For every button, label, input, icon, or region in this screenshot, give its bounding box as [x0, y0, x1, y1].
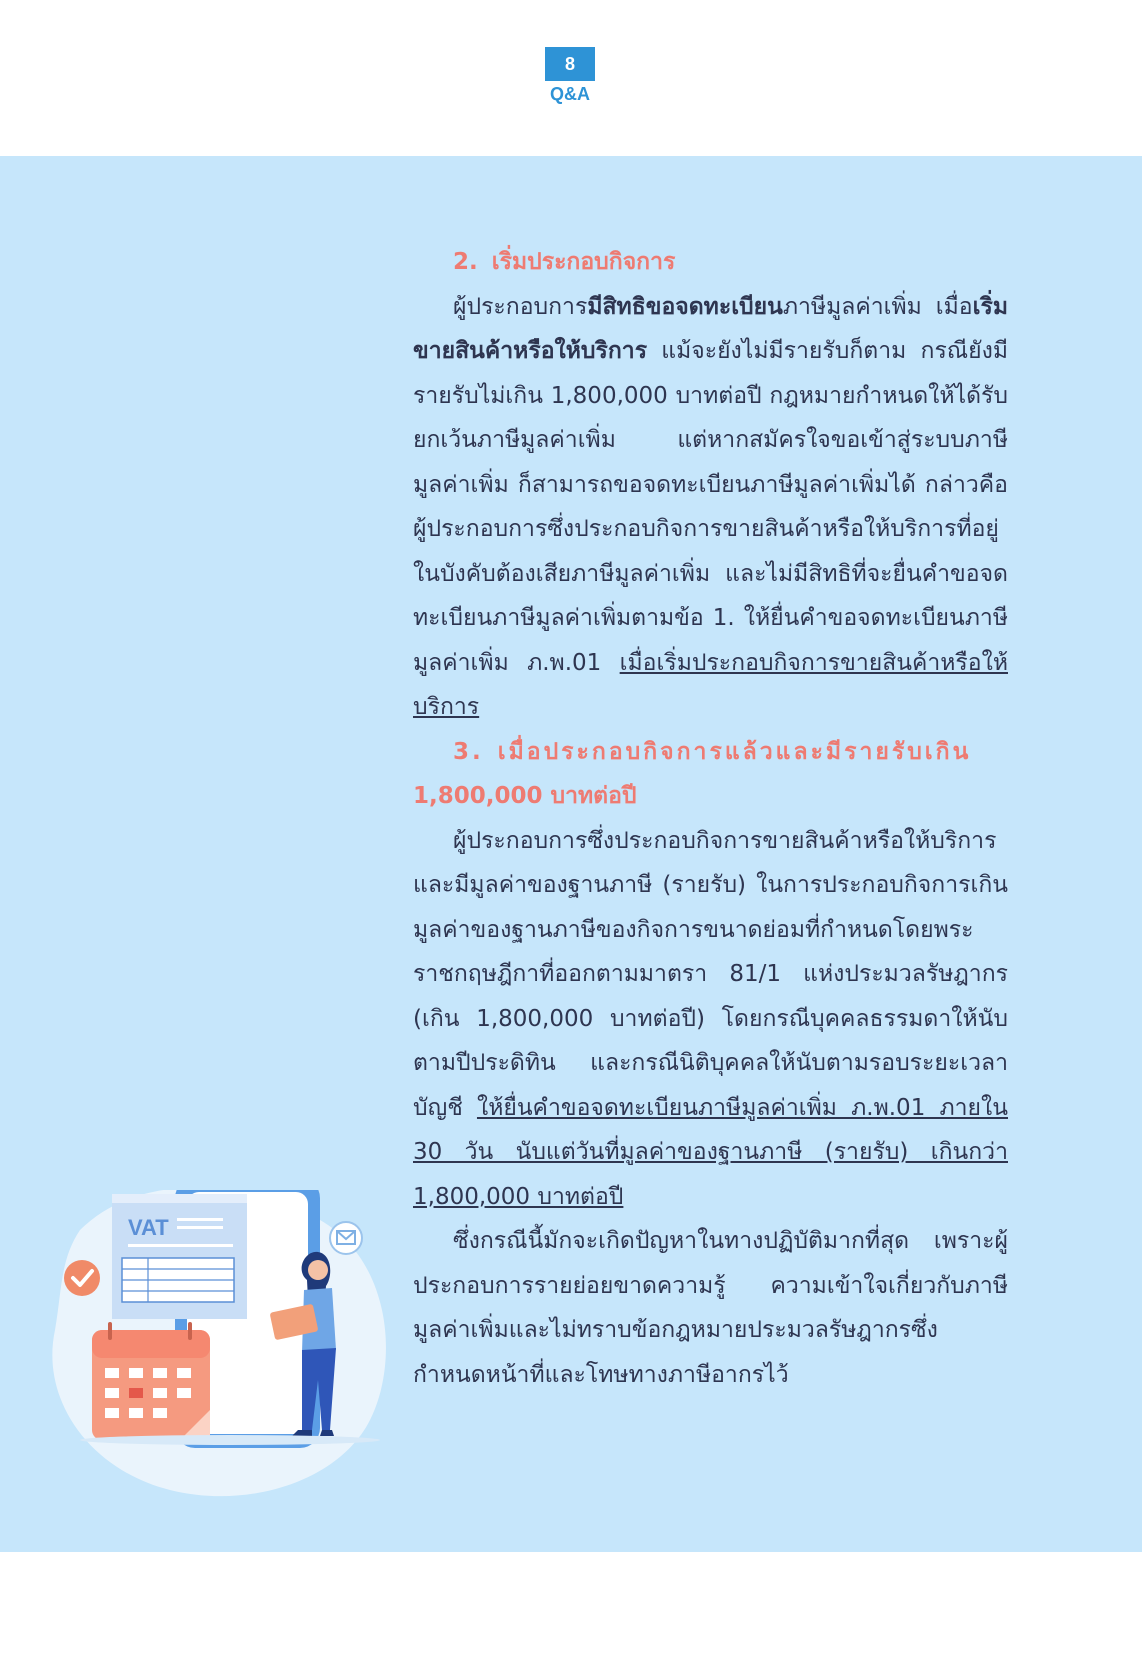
- section-2-heading: [413, 240, 1008, 285]
- section-3-heading: [413, 730, 1008, 819]
- text-run: แม้จะยังไม่มีรายรับก็ตาม กรณียังมีรายรับไม่เกิน 1,800,000 บาทต่อปี กฎหมายกำหนดให้ได้รับยกเว้นภาษีมูลค่าเพิ่ม แต่หากสมัครใจขอเข้าสู่ระบบภาษีมูลค่าเพิ่ม ก็สามารถขอจดทะเบียนภาษีมูลค่าเพิ่มได้ กล่าวคือ ผู้ประกอบการซึ่งประกอบกิจการขายสินค้าหรือให้บริการที่อยู่ในบังคับต้องเสียภาษีมูลค่าเพิ่ม และไม่มีสิทธิที่จะยื่นคำขอจดทะเบียนภาษีมูลค่าเพิ่มตามข้อ 1. ให้ยื่นคำขอจดทะเบียนภาษีมูลค่าเพิ่ม ภ.พ.01: [413, 338, 1008, 676]
- article-body: [413, 240, 1008, 1397]
- section-3-title-amount: 1,800,000 บาทต่อปี: [413, 783, 637, 809]
- section-2-title: เริ่มประกอบกิจการ: [491, 249, 676, 275]
- vat-illustration: [50, 1190, 400, 1520]
- bold-run: มีสิทธิขอจดทะเบียน: [587, 293, 783, 320]
- text-run: ผู้ประกอบการ: [453, 293, 588, 320]
- page-number-badge: [545, 47, 595, 81]
- section-3-number: 3.: [453, 738, 484, 765]
- section-label: Q&A: [550, 84, 590, 104]
- page-number: 8: [564, 53, 575, 74]
- vat-text: VAT: [128, 1215, 169, 1240]
- text-run: ผู้ประกอบการซึ่งประกอบกิจการขายสินค้าหรือให้บริการและมีมูลค่าของฐานภาษี (รายรับ) ในการประกอบกิจการเกินมูลค่าของฐานภาษีของกิจการขนาดย่อมที่กำหนดโดยพระราชกฤษฎีกาที่ออกตามมาตรา 81/1 แห่งประมวลรัษฎากร (เกิน 1,800,000 บาทต่อปี) โดยกรณีบุคคลธรรมดาให้นับตามปีประดิทิน และกรณีนิติบุคคลให้นับตามรอบระยะเวลาบัญชี: [413, 827, 1008, 1121]
- ground-shadow: [80, 1435, 380, 1445]
- section-2-paragraph: [413, 285, 1008, 730]
- calendar-icon: [92, 1322, 210, 1440]
- section-3-paragraph: [413, 819, 1008, 1220]
- text-run: ภาษีมูลค่าเพิ่ม เมื่อ: [782, 293, 973, 320]
- document-icon: [112, 1194, 247, 1319]
- section-3-paragraph-2: ซึ่งกรณีนี้มักจะเกิดปัญหาในทางปฏิบัติมากที่สุด เพราะผู้ประกอบการรายย่อยขาดความรู้ ความเข้าใจเกี่ยวกับภาษีมูลค่าเพิ่มและไม่ทราบข้อกฎหมายประมวลรัษฎากรซึ่งกำหนดหน้าที่และโทษทางภาษีอากรไว้: [413, 1228, 1008, 1388]
- underlined-run: ให้ยื่นคำขอจดทะเบียนภาษีมูลค่าเพิ่ม ภ.พ.01 ภายใน 30 วัน นับแต่วันที่มูลค่าของฐานภาษี (รายรับ) เกินกว่า 1,800,000 บาทต่อปี: [413, 1094, 1008, 1210]
- underlined-run: เมื่อเริ่มประกอบกิจการขายสินค้าหรือให้บริการ: [413, 649, 1008, 720]
- bold-run: เริ่มขายสินค้าหรือให้บริการ: [413, 293, 1008, 364]
- section-3-title: เมื่อประกอบกิจการแล้วและมีรายรับเกิน: [497, 738, 972, 765]
- check-icon: [64, 1260, 100, 1296]
- envelope-icon: [330, 1222, 362, 1254]
- section-2-number: 2.: [453, 249, 478, 275]
